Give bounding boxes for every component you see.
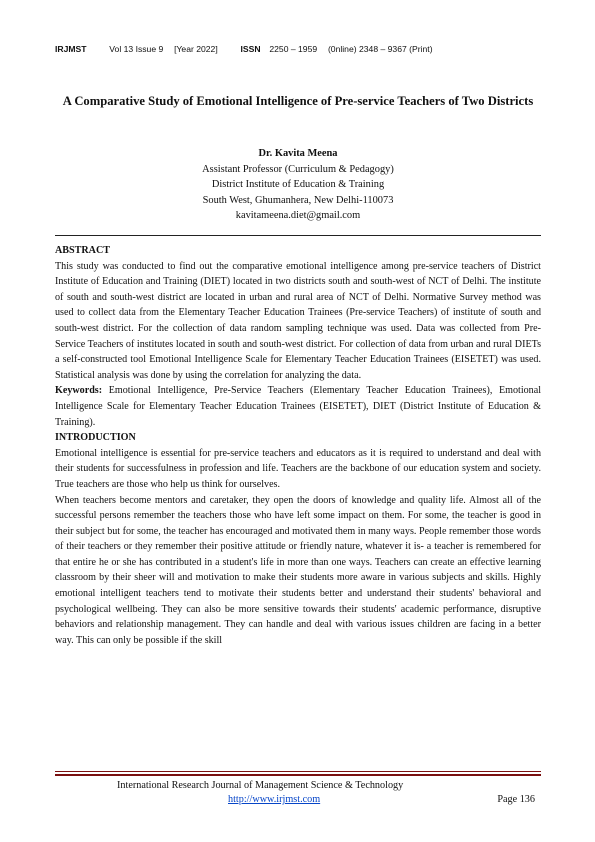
keywords-text: Emotional Intelligence, Pre-Service Teachers (Elementary Teacher Education Trainees), Emotional Intelligence Scale for Elementary Teacher Education Trainees (EISETET), DIET (District Institute of Education & Training).: [55, 385, 542, 428]
issn-online: 2250 – 1959: [269, 44, 318, 54]
journal-abbrev: IRJMST: [55, 44, 87, 54]
author-email: kavitameena.diet@gmail.com: [235, 210, 361, 221]
issn-print: (0nline) 2348 – 9367 (Print): [327, 44, 433, 54]
footer-rule-thin: [55, 771, 541, 772]
author-position: Assistant Professor (Curriculum & Pedagogy): [202, 163, 394, 175]
keywords-label: Keywords:: [55, 385, 103, 397]
issn-label: ISSN: [240, 44, 261, 54]
author-name: Dr. Kavita Meena: [258, 148, 338, 159]
footer-journal-name: International Research Journal of Management Science & Technology: [117, 780, 404, 791]
introduction-heading: INTRODUCTION: [55, 432, 136, 444]
footer-rule-thick: [55, 774, 541, 776]
author-institution: District Institute of Education & Training: [211, 179, 385, 190]
footer-url-link[interactable]: http://www.irjmst.com: [228, 794, 321, 805]
paper-body: [55, 243, 541, 648]
year: [Year 2022]: [174, 44, 218, 54]
intro-paragraph: When teachers become mentors and caretaker, they open the doors of knowledge and quality life. Almost all of the successful persons remember the teachers those who have left some impact on them. For some, the teacher is good in their subject but for some, the teacher has encouraged and motivated them in many ways. People remember those words of their teachers or they remember their positive attitude or friendly nature, whatever it is- a teacher is remembered for that entire he or she has contributed in a student's life in more than one ways. Teachers can create an effective learning classroom by their sheer will and motivation to make their students more aware in various subjects and skills. Highly emotional intelligent teachers tend to motivate their students better and understand their students' behavioral and psychological wellbeing. They can also be more sensitive towards their students' academic performance, disruptive behaviors and relationship management. They can handle and deal with various issues children are facing in a better way. This can only be possible if the skill: [55, 494, 541, 646]
author-block: [55, 146, 541, 224]
separator-line: [55, 235, 541, 236]
intro-paragraph: Emotional intelligence is essential for pre-service teachers and educators as it is required to understand and deal with their students for successfulness in profession and life. Teachers are the backbone of our education system and society. True teachers are those who help us think for ourselves.: [55, 447, 541, 490]
page-number: Page 136: [497, 794, 535, 805]
running-header: [55, 44, 545, 54]
abstract-heading: ABSTRACT: [55, 245, 110, 256]
volume-issue: Vol 13 Issue 9: [109, 44, 164, 54]
keywords: [55, 383, 541, 430]
abstract-text: This study was conducted to find out the comparative emotional intelligence among pre-service teachers of District Institute of Education and Training (DIET) located in two districts south and south-west of NCT of Delhi. The institute of south and south-west district are located in urban and rural area of NCT of Delhi. Normative Survey method was used to collect data from the Elementary Teacher Education Trainees (Pre-service Teachers) of institute of south and south-west district. For the collection of data random sampling technique was used. Data was collected from Pre-Service Teachers of institutes located in south and south-west district. For collection of data from urban and rural DIETs a self-constructed tool Emotional Intelligence Scale for Elementary Teacher Education Trainees (EISETET) was used. Statistical analysis was done by using the correlation for analyzing the data.: [55, 260, 541, 381]
author-address: South West, Ghumanhera, New Delhi-110073: [202, 194, 394, 206]
paper-title: A Comparative Study of Emotional Intelligence of Pre-service Teachers of Two Districts: [62, 94, 534, 108]
